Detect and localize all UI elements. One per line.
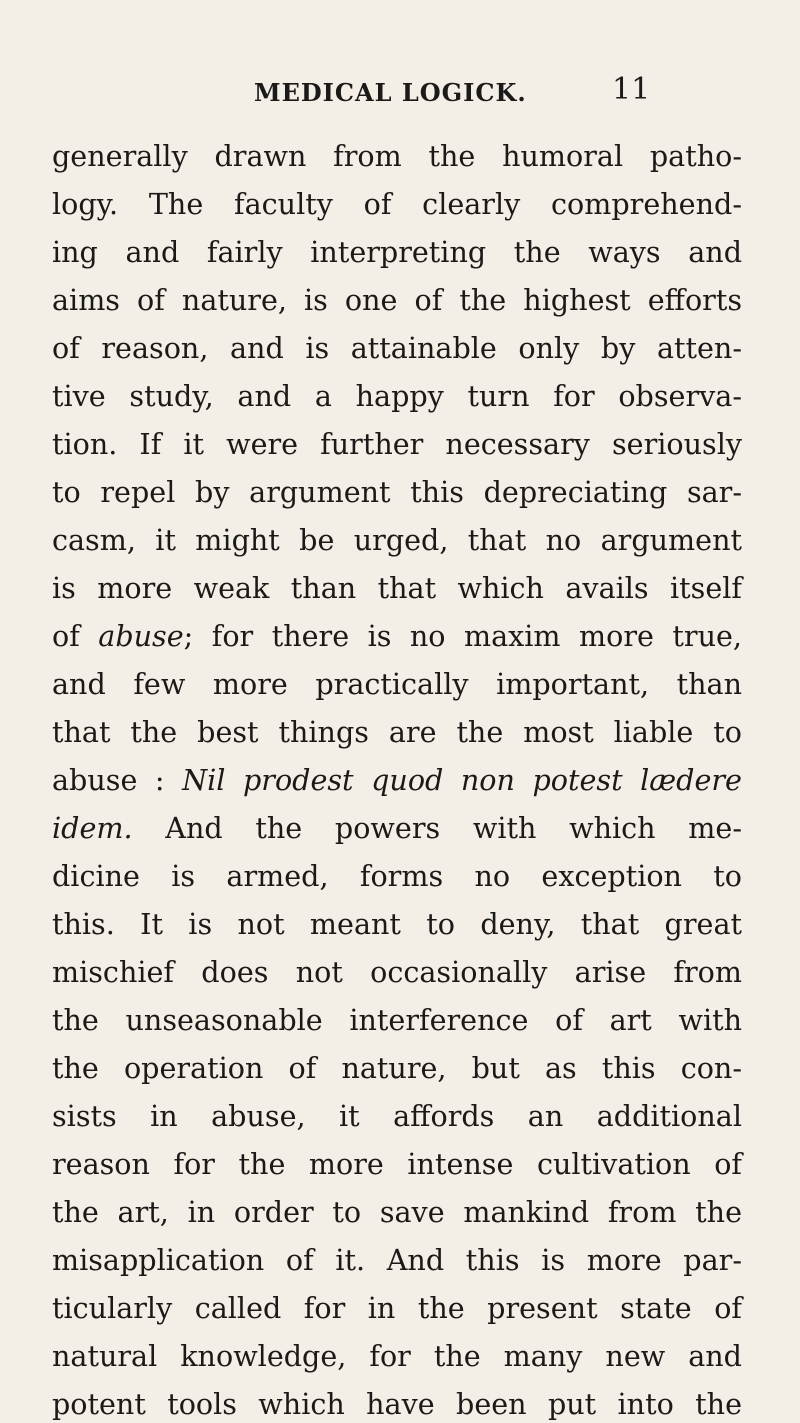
text-line: dicine is armed, forms no exception to (52, 859, 742, 893)
text-line: is more weak than that which avails itself (52, 571, 742, 605)
page-header (0, 72, 800, 118)
body-text (52, 132, 742, 1423)
text-line: mischief does not occasionally arise from (52, 955, 742, 989)
text-line: to repel by argument this depreciating sar- (52, 475, 742, 509)
text-line: and few more practically important, than (52, 667, 742, 701)
text-line: generally drawn from the humoral patho- (52, 139, 742, 173)
text-line: the unseasonable interference of art with (52, 1003, 742, 1037)
text-line: logy. The faculty of clearly comprehend- (52, 187, 742, 221)
running-head: MEDICAL LOGICK. (254, 78, 527, 107)
text-line: of abuse; for there is no maxim more true, (52, 619, 742, 653)
text-line: reason for the more intense cultivation of (52, 1147, 742, 1181)
text-line: potent tools which have been put into the (52, 1387, 742, 1421)
text-line: sists in abuse, it affords an additional (52, 1099, 742, 1133)
text-line: the operation of nature, but as this con- (52, 1051, 742, 1085)
italic-text: idem. (52, 811, 133, 845)
text-line: tion. If it were further necessary seriously (52, 427, 742, 461)
text-line: natural knowledge, for the many new and (52, 1339, 742, 1373)
italic-text: Nil prodest quod non potest lædere (182, 763, 742, 797)
text-line: this. It is not meant to deny, that great (52, 907, 742, 941)
text-line: of reason, and is attainable only by atten- (52, 331, 742, 365)
text-line: idem. And the powers with which me- (52, 811, 742, 845)
text-line: the art, in order to save mankind from the (52, 1195, 742, 1229)
text-line: that the best things are the most liable to (52, 715, 742, 749)
text-line: tive study, and a happy turn for observa- (52, 379, 742, 413)
text-line: ticularly called for in the present state of (52, 1291, 742, 1325)
italic-text: abuse (98, 619, 184, 653)
text-line: aims of nature, is one of the highest efforts (52, 283, 742, 317)
text-line: casm, it might be urged, that no argument (52, 523, 742, 557)
text-line: ing and fairly interpreting the ways and (52, 235, 742, 269)
page-number: 11 (612, 72, 651, 107)
text-line: misapplication of it. And this is more par- (52, 1243, 742, 1277)
text-line: abuse : Nil prodest quod non potest lædere (52, 763, 742, 797)
